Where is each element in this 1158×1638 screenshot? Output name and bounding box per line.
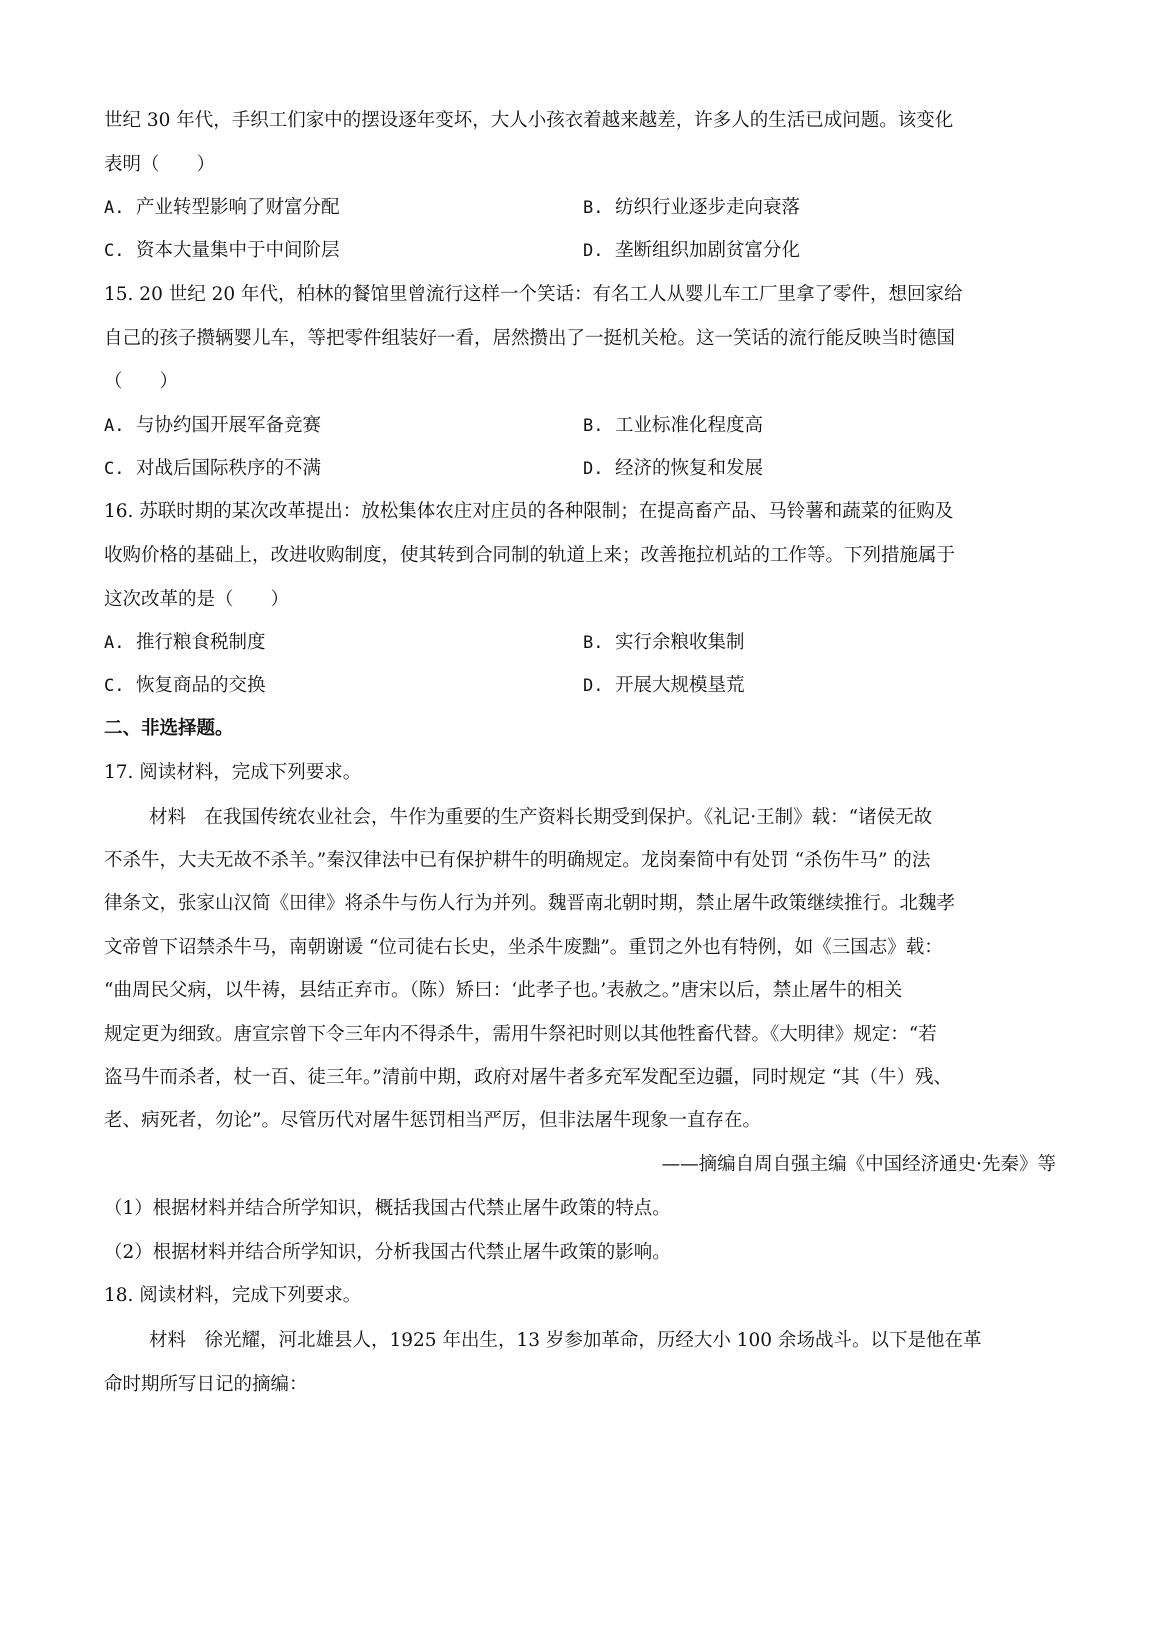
option-text: 实行余粮收集制 bbox=[615, 632, 745, 653]
option-key: A. bbox=[104, 416, 125, 436]
option-key: B. bbox=[583, 633, 604, 653]
q17-question-2: （2）根据材料并结合所学知识，分析我国古代禁止屠牛政策的影响。 bbox=[104, 1242, 671, 1263]
q18-material-line-1: 材料 徐光耀，河北雄县人，1925 年出生，13 岁参加革命，历经大小 100 余场战斗。以下是他在革 bbox=[149, 1330, 982, 1351]
q15-stem-line-3: （ ） bbox=[104, 371, 179, 392]
option-text: 产业转型影响了财富分配 bbox=[136, 197, 340, 218]
option-key: B. bbox=[583, 416, 604, 436]
option-text: 经济的恢复和发展 bbox=[615, 458, 764, 479]
q17-material-line-5: “曲周民父病，以牛祷，县结正弃市。（陈）矫曰：‘此孝子也。’表赦之。”唐宋以后，禁止屠牛的相关 bbox=[104, 980, 903, 1001]
option-key: D. bbox=[583, 241, 604, 261]
q14-stem-line-1: 世纪 30 年代，手织工们家中的摆设逐年变坏，大人小孩衣着越来越差，许多人的生活已成问题。该变化 bbox=[104, 110, 954, 131]
q16-option-c[interactable] bbox=[104, 673, 266, 699]
q17-material-line-4: 文帝曾下诏禁杀牛马，南朝谢谖 “位司徒右长史，坐杀牛废黜”。重罚之外也有特例，如《三国志》载： bbox=[104, 937, 943, 958]
option-text: 与协约国开展军备竞赛 bbox=[136, 415, 322, 436]
q17-material-line-8: 老、病死者，勿论”。尽管历代对屠牛惩罚相当严厉，但非法屠牛现象一直存在。 bbox=[104, 1110, 761, 1131]
option-text: 恢复商品的交换 bbox=[136, 675, 266, 696]
q15-option-c[interactable] bbox=[104, 456, 321, 482]
q18-material-line-2: 命时期所写日记的摘编： bbox=[104, 1374, 308, 1395]
q14-stem-line-2: 表明（ ） bbox=[104, 154, 216, 175]
q15-option-a[interactable] bbox=[104, 413, 321, 439]
q14-option-a[interactable] bbox=[104, 195, 340, 221]
option-key: D. bbox=[583, 459, 604, 479]
q16-option-b[interactable] bbox=[583, 630, 745, 656]
option-key: B. bbox=[583, 198, 604, 218]
q16-stem-line-1: 16. 苏联时期的某次改革提出：放松集体农庄对庄员的各种限制；在提高畜产品、马铃薯和蔬菜的征购及 bbox=[104, 501, 954, 522]
q15-stem-line-2: 自己的孩子攒辆婴儿车，等把零件组装好一看，居然攒出了一挺机关枪。这一笑话的流行能反映当时德国 bbox=[104, 328, 956, 349]
option-text: 推行粮食税制度 bbox=[136, 632, 266, 653]
option-text: 资本大量集中于中间阶层 bbox=[136, 240, 340, 261]
option-text: 工业标准化程度高 bbox=[615, 415, 764, 436]
option-key: C. bbox=[104, 676, 125, 696]
option-text: 开展大规模垦荒 bbox=[615, 675, 745, 696]
option-key: A. bbox=[104, 198, 125, 218]
option-key: A. bbox=[104, 633, 125, 653]
option-key: C. bbox=[104, 241, 125, 261]
section-heading: 二、非选择题。 bbox=[104, 718, 234, 739]
q17-material-line-3: 律条文，张家山汉简《田律》将杀牛与伤人行为并列。魏晋南北朝时期，禁止屠牛政策继续推行。北魏孝 bbox=[104, 893, 956, 914]
q17-material-line-2: 不杀牛，大夫无故不杀羊。”秦汉律法中已有保护耕牛的明确规定。龙岗秦简中有处罚 “杀伤牛马” 的法 bbox=[104, 850, 931, 871]
q15-option-d[interactable] bbox=[583, 456, 763, 482]
option-key: C. bbox=[104, 459, 125, 479]
q16-stem-line-2: 收购价格的基础上，改进收购制度，使其转到合同制的轨道上来；改善拖拉机站的工作等。下列措施属于 bbox=[104, 545, 956, 566]
option-text: 垄断组织加剧贫富分化 bbox=[615, 240, 801, 261]
q14-option-c[interactable] bbox=[104, 238, 340, 264]
q18-title: 18. 阅读材料，完成下列要求。 bbox=[104, 1285, 362, 1306]
q14-option-b[interactable] bbox=[583, 195, 800, 221]
q16-option-d[interactable] bbox=[583, 673, 745, 699]
q17-title: 17. 阅读材料，完成下列要求。 bbox=[104, 762, 362, 783]
q15-option-b[interactable] bbox=[583, 413, 763, 439]
q17-source: ——摘编自周自强主编《中国经济通史·先秦》等 bbox=[661, 1154, 1056, 1175]
q17-material-line-7: 盗马牛而杀者，杖一百、徒三年。”清前中期，政府对屠牛者多充军发配至边疆，同时规定 “其（牛）残、 bbox=[104, 1067, 953, 1088]
q14-option-d[interactable] bbox=[583, 238, 800, 264]
q17-question-1: （1）根据材料并结合所学知识，概括我国古代禁止屠牛政策的特点。 bbox=[104, 1198, 671, 1219]
option-key: D. bbox=[583, 676, 604, 696]
q16-option-a[interactable] bbox=[104, 630, 266, 656]
q17-material-line-1: 材料 在我国传统农业社会，牛作为重要的生产资料长期受到保护。《礼记·王制》载：“诸侯无故 bbox=[149, 807, 933, 828]
q17-material-line-6: 规定更为细致。唐宣宗曾下令三年内不得杀牛，需用牛祭祀时则以其他牲畜代替。《大明律》规定：“若 bbox=[104, 1024, 937, 1045]
q16-stem-line-3: 这次改革的是（ ） bbox=[104, 589, 290, 610]
option-text: 纺织行业逐步走向衰落 bbox=[615, 197, 801, 218]
q15-stem-line-1: 15. 20 世纪 20 年代，柏林的餐馆里曾流行这样一个笑话：有名工人从婴儿车工厂里拿了零件，想回家给 bbox=[104, 284, 963, 305]
option-text: 对战后国际秩序的不满 bbox=[136, 458, 322, 479]
